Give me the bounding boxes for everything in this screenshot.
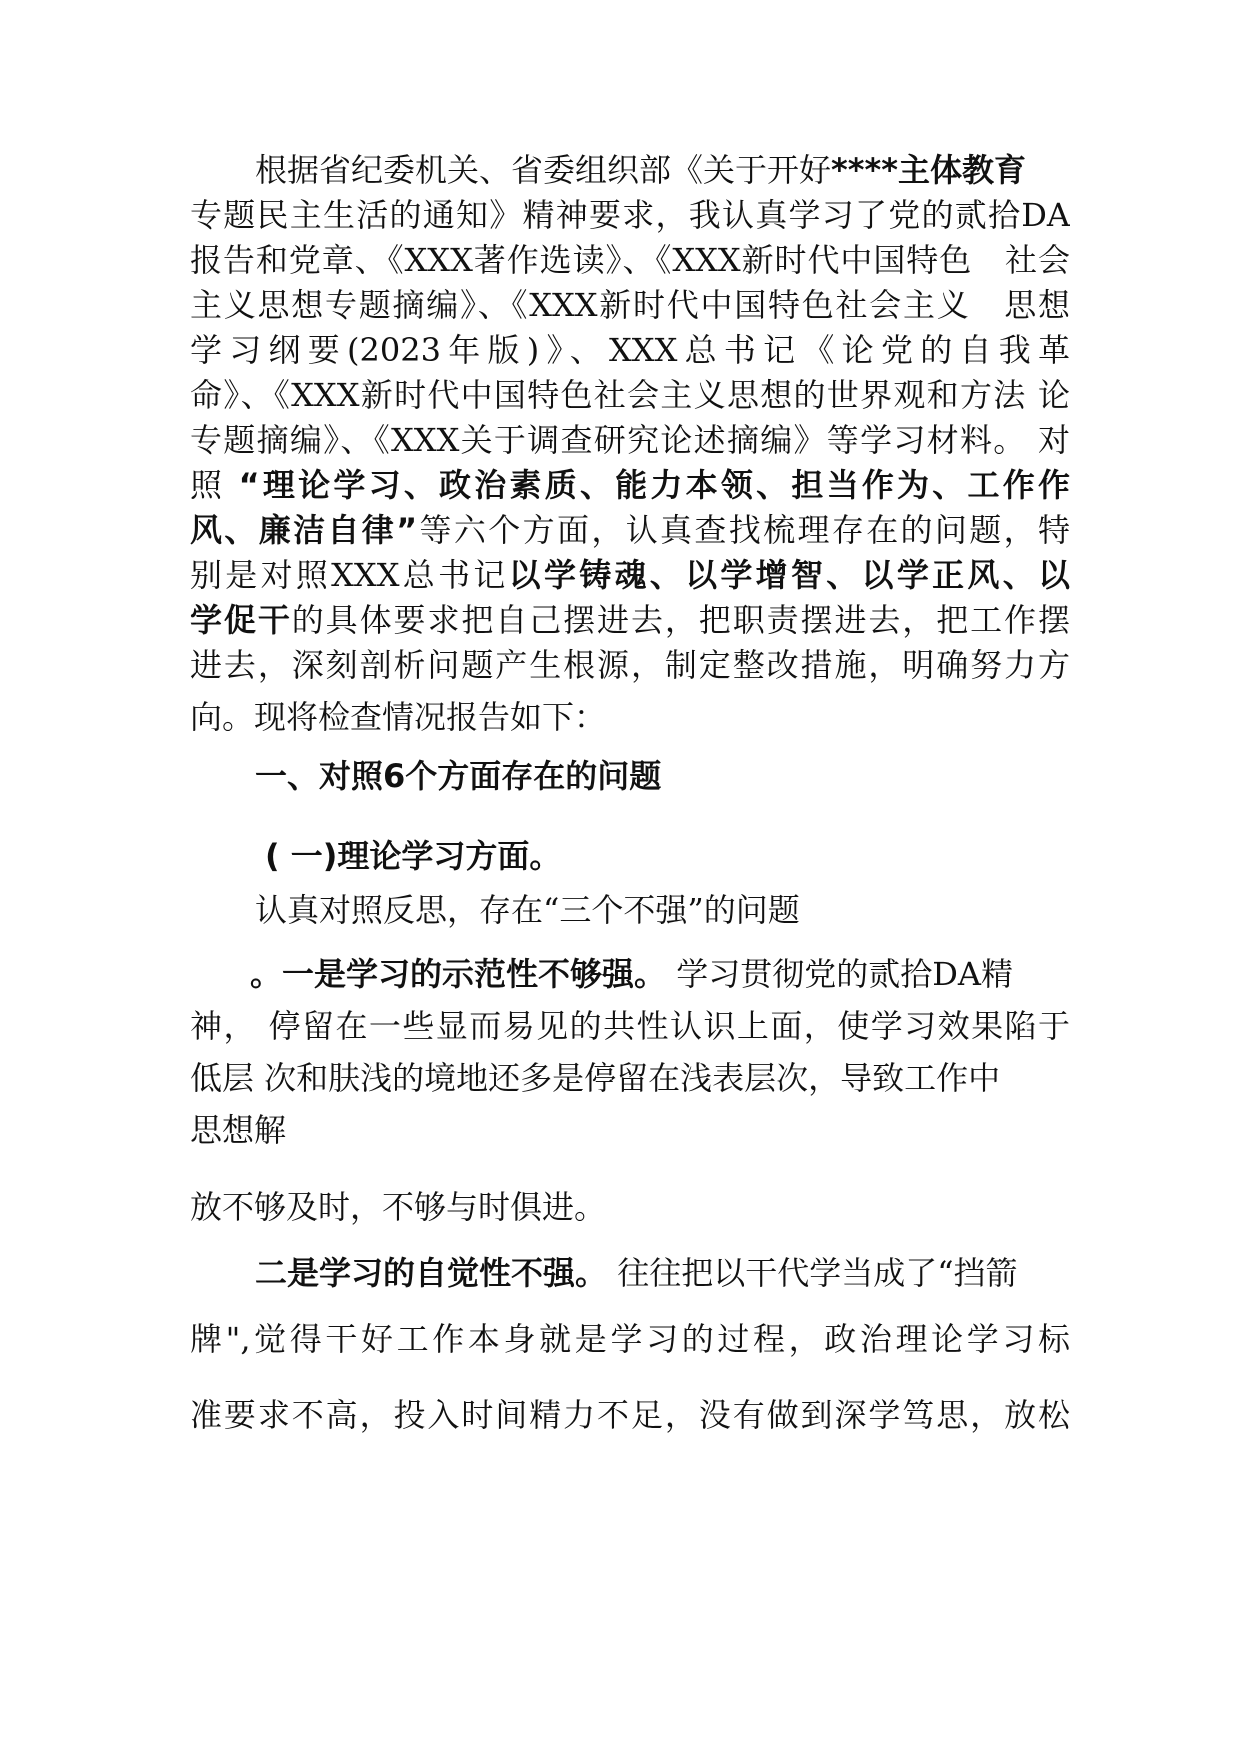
- doc-line: [190, 193, 1070, 237]
- text-run: 进去，深刻剖析问题产生根源，制定整改措施，明确努力方: [190, 646, 1070, 684]
- doc-line: [190, 695, 1070, 739]
- doc-line: [190, 1056, 1070, 1100]
- doc-line: [190, 1004, 1070, 1048]
- text-run: 专题民主生活的通知》精神要求，我认真学习了党的贰拾DA: [190, 196, 1070, 234]
- doc-line: [190, 283, 1070, 327]
- doc-line: [255, 1251, 1070, 1295]
- doc-line: [190, 1317, 1070, 1361]
- bold-text-run: 一、对照6个方面存在的问题: [255, 757, 662, 795]
- doc-line: [190, 508, 1070, 552]
- doc-line: [190, 1393, 1070, 1437]
- doc-line: [190, 553, 1070, 597]
- bold-text-run: ( 一)理论学习方面。: [265, 837, 562, 875]
- bold-text-run: 以学铸魂、以学增智、以学正风、以: [508, 556, 1070, 594]
- text-run: 往往把以干代学当成了“挡箭: [607, 1254, 1018, 1292]
- text-run: 主义思想专题摘编》、《XXX新时代中国特色社会主义 思想: [190, 286, 1070, 324]
- text-run: 低层 次和肤浅的境地还多是停留在浅表层次，导致工作中: [190, 1059, 1001, 1097]
- text-run: 向。现将检查情况报告如下：: [190, 698, 607, 736]
- bold-text-run: 风、廉洁自律”: [190, 511, 418, 549]
- subsection-heading: [265, 834, 1070, 878]
- doc-line: [190, 373, 1070, 417]
- bold-text-run: 学促干: [190, 601, 292, 639]
- text-run: 牌",觉得干好工作本身就是学习的过程，政治理论学习标: [190, 1320, 1070, 1358]
- doc-line: [190, 643, 1070, 687]
- section-heading: [255, 754, 1070, 798]
- doc-line: [255, 888, 1070, 932]
- doc-line: [250, 952, 1070, 996]
- doc-line: [190, 328, 1070, 372]
- doc-line: [190, 1108, 1070, 1152]
- text-run: 学习贯彻党的贰拾DA精: [666, 955, 1013, 993]
- text-run: 等六个方面，认真查找梳理存在的问题，特: [417, 511, 1070, 549]
- doc-line: [190, 238, 1070, 282]
- doc-line: [190, 1185, 1070, 1229]
- text-run: 学习纲要(2023年版)》、XXX总书记《论党的自我革: [190, 331, 1070, 369]
- text-run: 专题摘编》、《XXX关于调查研究论述摘编》等学习材料。 对: [190, 421, 1070, 459]
- text-run: 照: [190, 466, 239, 504]
- text-run: 别是对照XXX总书记: [190, 556, 509, 594]
- doc-line: [190, 598, 1070, 642]
- text-run: 思想解: [190, 1111, 287, 1149]
- bold-text-run: “理论学习、政治素质、能力本领、担当作为、工作作: [238, 466, 1070, 504]
- text-run: 准要求不高，投入时间精力不足，没有做到深学笃思，放松: [190, 1396, 1070, 1434]
- text-run: 放不够及时，不够与时俱进。: [190, 1188, 607, 1226]
- text-run: 命》、《XXX新时代中国特色社会主义思想的世界观和方法 论: [190, 376, 1070, 414]
- text-run: 的具体要求把自己摆进去，把职责摆进去，把工作摆: [291, 601, 1070, 639]
- doc-line: [190, 463, 1070, 507]
- bold-text-run: ****主体教育: [831, 151, 1026, 189]
- bold-text-run: 二是学习的自觉性不强。: [255, 1254, 608, 1292]
- doc-line: [190, 418, 1070, 462]
- doc-line: [255, 148, 1070, 192]
- bold-text-run: 。一是学习的示范性不够强。: [250, 955, 667, 993]
- text-run: 神， 停留在一些显而易见的共性认识上面，使学习效果陷于: [190, 1007, 1070, 1045]
- text-run: 报告和党章、《XXX著作选读》、《XXX新时代中国特色 社会: [190, 241, 1070, 279]
- text-run: 根据省纪委机关、省委组织部《关于开好: [255, 151, 832, 189]
- text-run: 认真对照反思，存在“三个不强”的问题: [255, 891, 800, 929]
